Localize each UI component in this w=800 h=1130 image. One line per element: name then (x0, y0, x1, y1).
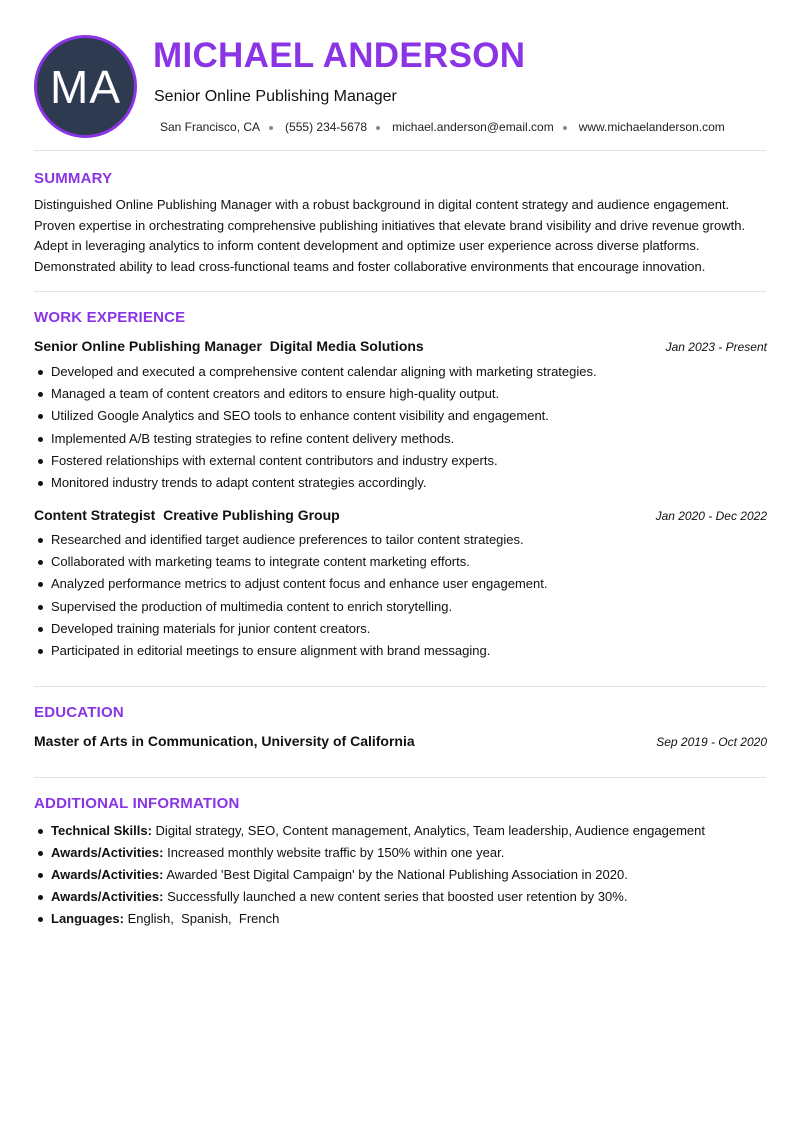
list-item: Implemented A/B testing strategies to refine content delivery methods. (34, 431, 766, 447)
avatar (34, 35, 137, 138)
job-bullet-list (34, 532, 766, 665)
info-text: Increased monthly website traffic by 150% within one year. (167, 845, 505, 860)
job-header (34, 338, 767, 354)
list-item: Managed a team of content creators and editors to ensure high-quality output. (34, 386, 766, 402)
separator-dot-icon (563, 126, 567, 130)
info-text: Awarded 'Best Digital Campaign' by the National Publishing Association in 2020. (166, 867, 628, 882)
info-text: English, Spanish, French (127, 911, 280, 926)
education-heading: EDUCATION (34, 704, 124, 721)
experience-heading: WORK EXPERIENCE (34, 309, 186, 326)
section-divider (34, 686, 766, 687)
summary-heading: SUMMARY (34, 170, 113, 187)
list-item: Developed training materials for junior content creators. (34, 621, 766, 637)
job-role: Content Strategist (34, 507, 156, 523)
info-text: Successfully launched a new content series that boosted user retention by 30%. (167, 889, 628, 904)
separator-dot-icon (376, 126, 380, 130)
summary-text: Distinguished Online Publishing Manager with a robust background in digital content strategy and audience engagement. Proven expertise in orchestrating comprehensive publishing initiatives that elevate brand visibility and drive revenue growth. Adept in leveraging analytics to inform content development and optimize user experience across diverse platforms. Demonstrated ability to lead cross-functional teams and foster collaborative environments that encourage innovation. (34, 197, 746, 274)
candidate-name: MICHAEL ANDERSON (153, 36, 526, 75)
info-label: Languages: (51, 911, 124, 926)
section-divider (34, 150, 766, 151)
contact-bar (160, 120, 768, 134)
list-item: Utilized Google Analytics and SEO tools to enhance content visibility and engagement. (34, 408, 766, 424)
job-company: Digital Media Solutions (269, 338, 424, 354)
list-item: Supervised the production of multimedia content to enrich storytelling. (34, 599, 766, 615)
job-dates: Jan 2023 - Present (665, 340, 767, 354)
list-item (34, 867, 766, 883)
job-role: Senior Online Publishing Manager (34, 338, 262, 354)
section-divider (34, 291, 766, 292)
list-item (34, 823, 766, 839)
education-row (34, 733, 767, 749)
list-item: Collaborated with marketing teams to integrate content marketing efforts. (34, 554, 766, 570)
list-item: Researched and identified target audience preferences to tailor content strategies. (34, 532, 766, 548)
section-divider (34, 777, 766, 778)
job-heading (34, 338, 424, 354)
info-label: Awards/Activities: (51, 845, 164, 860)
info-label: Awards/Activities: (51, 889, 164, 904)
list-item: Fostered relationships with external content contributors and industry experts. (34, 453, 766, 469)
list-item (34, 845, 766, 861)
info-text: Digital strategy, SEO, Content management, Analytics, Team leadership, Audience engagement (155, 823, 705, 838)
info-label: Awards/Activities: (51, 867, 164, 882)
additional-heading: ADDITIONAL INFORMATION (34, 795, 240, 812)
education-dates: Sep 2019 - Oct 2020 (656, 735, 767, 749)
job-bullet-list (34, 364, 766, 497)
avatar-initials: MA (50, 60, 121, 113)
job-company: Creative Publishing Group (163, 507, 340, 523)
job-header (34, 507, 767, 523)
list-item: Analyzed performance metrics to adjust content focus and enhance user engagement. (34, 576, 766, 592)
info-label: Technical Skills: (51, 823, 152, 838)
list-item (34, 889, 766, 905)
list-item: Developed and executed a comprehensive content calendar aligning with marketing strategies. (34, 364, 766, 380)
list-item: Participated in editorial meetings to ensure alignment with brand messaging. (34, 643, 766, 659)
job-dates: Jan 2020 - Dec 2022 (655, 509, 767, 523)
separator-dot-icon (269, 126, 273, 130)
job-heading (34, 507, 340, 523)
candidate-title: Senior Online Publishing Manager (154, 88, 397, 105)
additional-info-list (34, 823, 766, 933)
contact-location: San Francisco, CA (160, 120, 261, 134)
contact-phone: (555) 234-5678 (285, 120, 368, 134)
contact-website: www.michaelanderson.com (578, 120, 725, 134)
education-degree: Master of Arts in Communication, University of California (34, 733, 415, 749)
list-item (34, 911, 766, 927)
contact-email: michael.anderson@email.com (392, 120, 554, 134)
list-item: Monitored industry trends to adapt content strategies accordingly. (34, 475, 766, 491)
